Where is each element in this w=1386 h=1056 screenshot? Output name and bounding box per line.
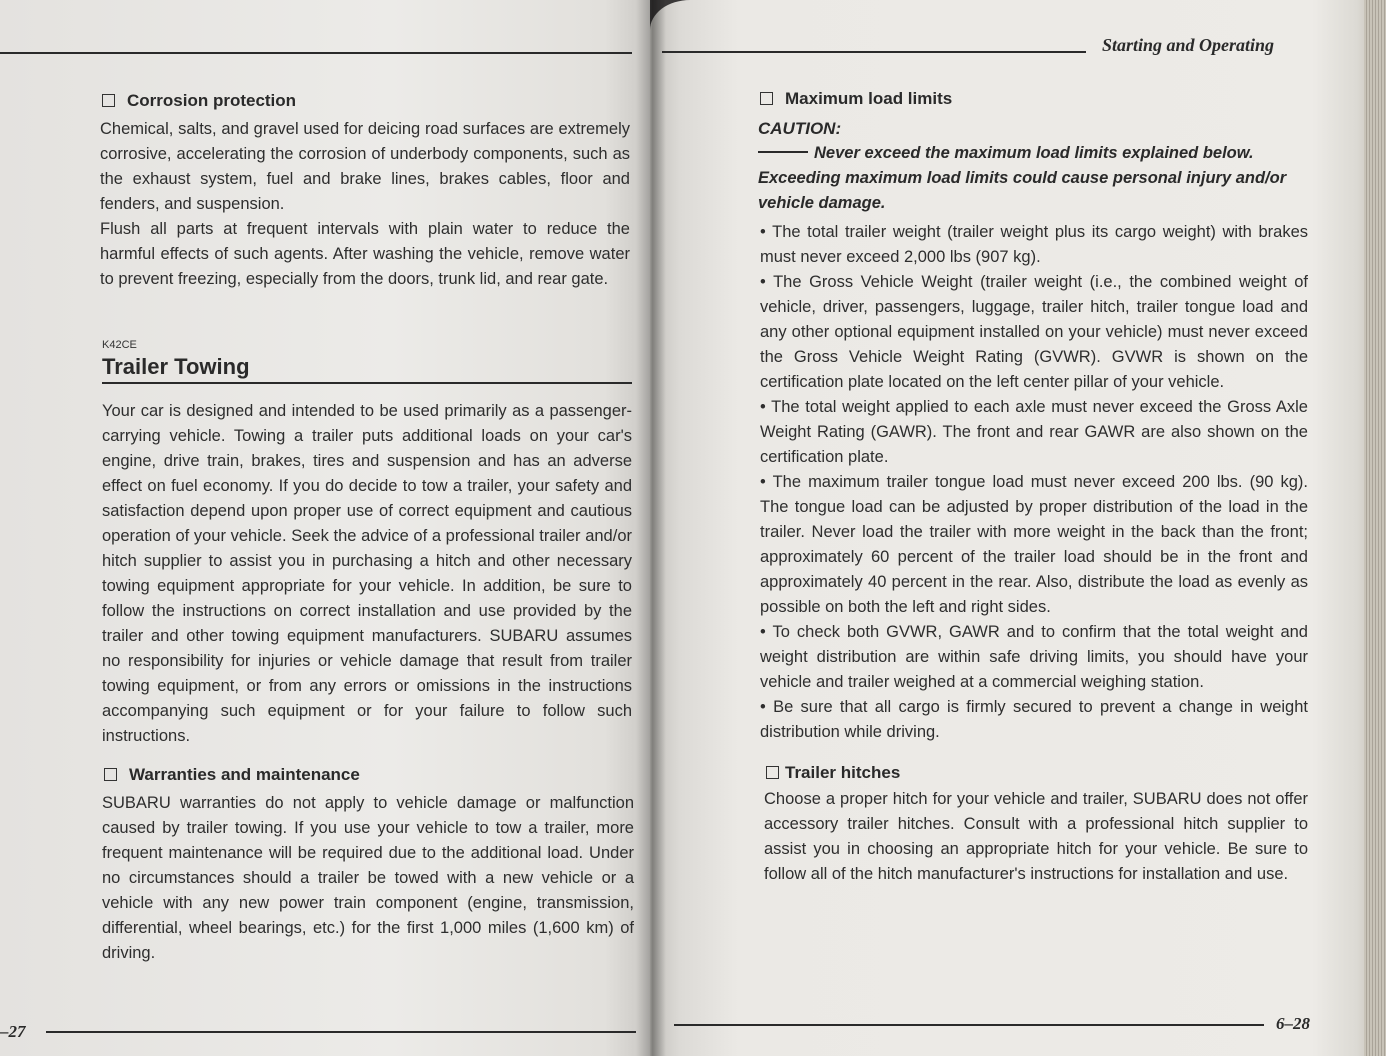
right-page: [650, 0, 1386, 1056]
page-edges: [1364, 0, 1386, 1056]
list-item: • To check both GVWR, GAWR and to confirm that the total weight and weight distribution are within safe driving limits, you should have your vehicle and trailer weighed at a commercial weighing station.: [760, 623, 1308, 691]
left-page: [0, 0, 650, 1056]
list-item: • The total trailer weight (trailer weight plus its cargo weight) with brakes must never exceed 2,000 lbs (907 kg).: [760, 223, 1308, 266]
left-page-number: –27: [0, 1022, 26, 1041]
running-header: Starting and Operating: [1102, 35, 1275, 55]
trailer-towing-title: Trailer Towing: [102, 354, 250, 379]
checkbox-square-icon: [102, 94, 115, 107]
hitches-paragraph: Choose a proper hitch for your vehicle and trailer, SUBARU does not offer accessory trailer hitches. Consult with a professional hitch supplier to assist you in choosing an appropriate hitch for your vehicle. Be sure to follow all of the hitch manufacturer's instructions for installation and use.: [764, 790, 1308, 883]
list-item: • The Gross Vehicle Weight (trailer weight (i.e., the combined weight of vehicle, driver, passengers, luggage, trailer hitch, trailer tongue load and any other optional equipment installed on your vehicle) must never exceed the Gross Vehicle Weight Rating (GVWR). GVWR is shown on the certification plate located on the left center pillar of your vehicle.: [760, 273, 1308, 391]
right-page-number: 6–28: [1276, 1014, 1310, 1033]
max-load-heading: Maximum load limits: [760, 89, 952, 109]
corrosion-heading: Corrosion protection: [102, 91, 296, 111]
checkbox-square-icon: [760, 92, 773, 105]
list-item: • The total weight applied to each axle must never exceed the Gross Axle Weight Rating (GAWR). The front and rear GAWR are also shown on the certification plate.: [760, 398, 1308, 466]
warranties-heading: Warranties and maintenance: [104, 765, 360, 785]
trailer-towing-paragraph: Your car is designed and intended to be used primarily as a passenger-carrying vehicle. Towing a trailer puts additional loads on your car's engine, drive train, brakes, tires and suspension and has an adverse effect on fuel economy. If you do decide to tow a trailer, your safety and satisfaction depend upon proper use of correct equipment and cautious operation of your vehicle. Seek the advice of a professional trailer and/or hitch supplier to assist you in purchasing a hitch and other necessary towing equipment appropriate for your vehicle. In addition, be sure to follow the instructions on correct installation and use provided by the trailer and other towing equipment manufacturers. SUBARU assumes no responsibility for injuries or vehicle damage that result from trailer towing equipment, or from any errors or omissions in the instructions accompanying such equipment or for your failure to follow such instructions.: [102, 402, 632, 745]
corrosion-paragraph-2: Flush all parts at frequent intervals with plain water to reduce the harmful effects of such agents. After washing the vehicle, remove water to prevent freezing, especially from the doors, trunk lid, and rear gate.: [100, 220, 630, 288]
caution-text: Never exceed the maximum load limits explained below. Exceeding maximum load limits could cause personal injury and/or vehicle damage.: [758, 144, 1287, 212]
checkbox-square-icon: [766, 766, 779, 779]
section-code: K42CE: [102, 339, 137, 351]
top-rule: [0, 52, 632, 54]
load-limit-list: [760, 220, 1308, 745]
bottom-rule: [46, 1031, 636, 1033]
book-gutter: [636, 0, 666, 1056]
dash-rule: [758, 151, 808, 153]
hitches-heading: Trailer hitches: [766, 763, 900, 783]
title-rule: [102, 382, 632, 384]
bottom-rule: [674, 1024, 1264, 1026]
caution-label: CAUTION:: [758, 119, 842, 138]
list-item: • Be sure that all cargo is firmly secured to prevent a change in weight distribution while driving.: [760, 698, 1308, 741]
corrosion-paragraph-1: Chemical, salts, and gravel used for deicing road surfaces are extremely corrosive, accelerating the corrosion of underbody components, such as the exhaust system, fuel and brake lines, brakes cables, floor and fenders, and suspension.: [100, 120, 630, 213]
checkbox-square-icon: [104, 768, 117, 781]
list-item: • The maximum trailer tongue load must never exceed 200 lbs. (90 kg). The tongue load can be adjusted by proper distribution of the load in the trailer. Never load the trailer with more weight in the back than the front; approximately 60 percent of the trailer load should be in the front and approximately 40 percent in the rear. Also, distribute the load as evenly as possible on both the left and right sides.: [760, 473, 1308, 616]
top-rule: [662, 51, 1086, 53]
warranties-paragraph: SUBARU warranties do not apply to vehicle damage or malfunction caused by trailer towing. If you use your vehicle to tow a trailer, more frequent maintenance will be required due to the additional load. Under no circumstances should a trailer be towed with a new vehicle or a vehicle with any new power train component (engine, transmission, differential, wheel bearings, etc.) for the first 1,000 miles (1,600 km) of driving.: [102, 794, 634, 962]
